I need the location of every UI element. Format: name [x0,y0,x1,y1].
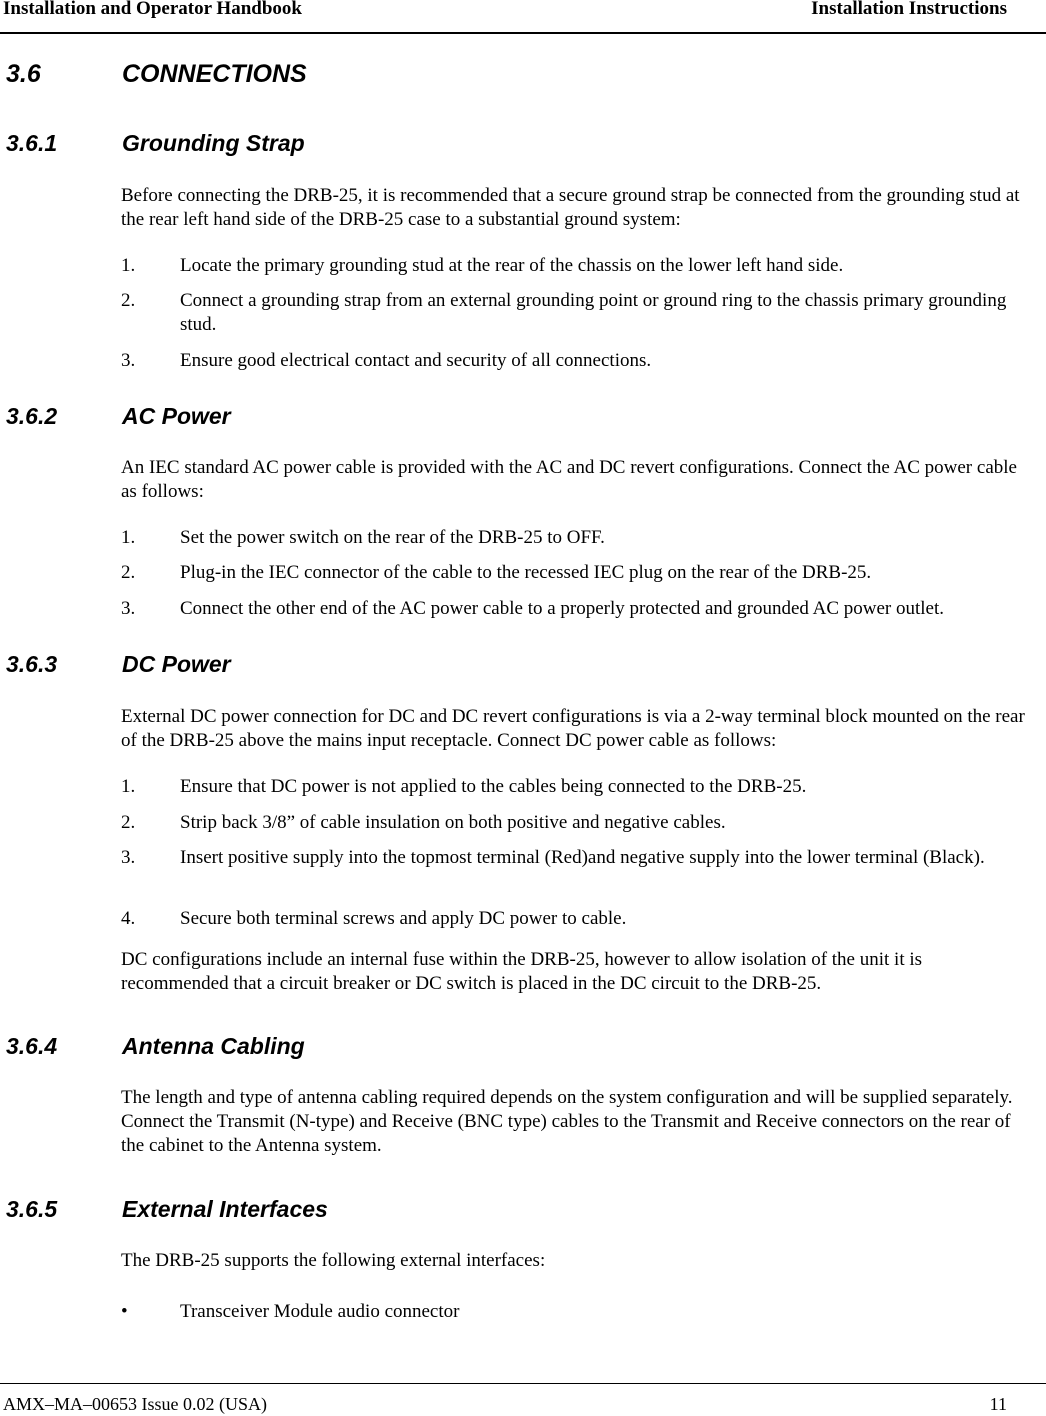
list-number: 1. [121,527,136,548]
list-number: 2. [121,562,136,583]
page-header [0,0,1046,34]
header-chapter-title: Installation Instructions [811,0,1007,19]
bullet-text: Transceiver Module audio connector [180,1301,460,1322]
external-intro: The DRB-25 supports the following external interfaces: [121,1250,546,1271]
list-text: Strip back 3/8” of cable insulation on both positive and negative cables. [180,812,726,833]
subsection-number: 3.6.5 [6,1196,58,1222]
list-text: Ensure good electrical contact and security of all connections. [180,350,652,371]
antenna-text: The length and type of antenna cabling required depends on the system configuration and will be supplied separately. Connect the Transmit (N-type) and Receive (BNC type) cables to the Transmit and Receive connectors on the rear of the cabinet to the Antenna system. [121,1087,1013,1156]
dc-power-note: DC configurations include an internal fuse within the DRB-25, however to allow isolation of the unit it is recommended that a circuit breaker or DC switch is placed in the DC circuit to the DRB-25. [121,949,923,994]
page-number: 11 [989,1394,1007,1414]
bullet-mark: • [121,1301,128,1322]
list-text: Set the power switch on the rear of the DRB-25 to OFF. [180,527,605,548]
list-number: 1. [121,255,136,276]
footer-document-id: AMX–MA–00653 Issue 0.02 (USA) [3,1394,267,1414]
dc-power-intro: External DC power connection for DC and DC revert configurations is via a 2-way terminal block mounted on the rear of the DRB-25 above the mains input receptacle. Connect DC power cable as follows: [121,706,1025,751]
list-text: Connect a grounding strap from an external grounding point or ground ring to the chassis primary grounding stud. [180,290,1007,335]
subsection-title: DC Power [122,651,231,677]
subsection-number: 3.6.4 [6,1033,58,1059]
list-text: Insert positive supply into the topmost terminal (Red)and negative supply into the lower terminal (Black). [180,847,985,868]
list-number: 1. [121,776,136,797]
subsection-number: 3.6.1 [6,130,58,156]
subsection-number: 3.6.3 [6,651,58,677]
list-number: 3. [121,847,136,868]
list-text: Connect the other end of the AC power cable to a properly protected and grounded AC power outlet. [180,598,944,619]
grounding-intro: Before connecting the DRB-25, it is recommended that a secure ground strap be connected from the grounding stud at the rear left hand side of the DRB-25 case to a substantial ground system: [121,185,1020,230]
ac-power-intro: An IEC standard AC power cable is provided with the AC and DC revert configurations. Connect the AC power cable as follows: [121,457,1017,502]
subsection-title: AC Power [122,403,231,429]
list-number: 3. [121,350,136,371]
section-title: CONNECTIONS [122,60,307,88]
list-number: 4. [121,908,136,929]
subsection-title: External Interfaces [122,1196,328,1222]
subsection-title: Grounding Strap [122,130,305,156]
footer-divider [0,1383,1046,1384]
list-text: Plug-in the IEC connector of the cable to the recessed IEC plug on the rear of the DRB-25. [180,562,872,583]
subsection-number: 3.6.2 [6,403,58,429]
section-number: 3.6 [6,60,41,88]
list-number: 2. [121,290,136,311]
list-text: Secure both terminal screws and apply DC power to cable. [180,908,627,929]
header-document-title: Installation and Operator Handbook [3,0,302,19]
list-number: 3. [121,598,136,619]
list-text: Ensure that DC power is not applied to the cables being connected to the DRB-25. [180,776,807,797]
subsection-title: Antenna Cabling [122,1033,305,1059]
list-text: Locate the primary grounding stud at the rear of the chassis on the lower left hand side. [180,255,844,276]
list-number: 2. [121,812,136,833]
